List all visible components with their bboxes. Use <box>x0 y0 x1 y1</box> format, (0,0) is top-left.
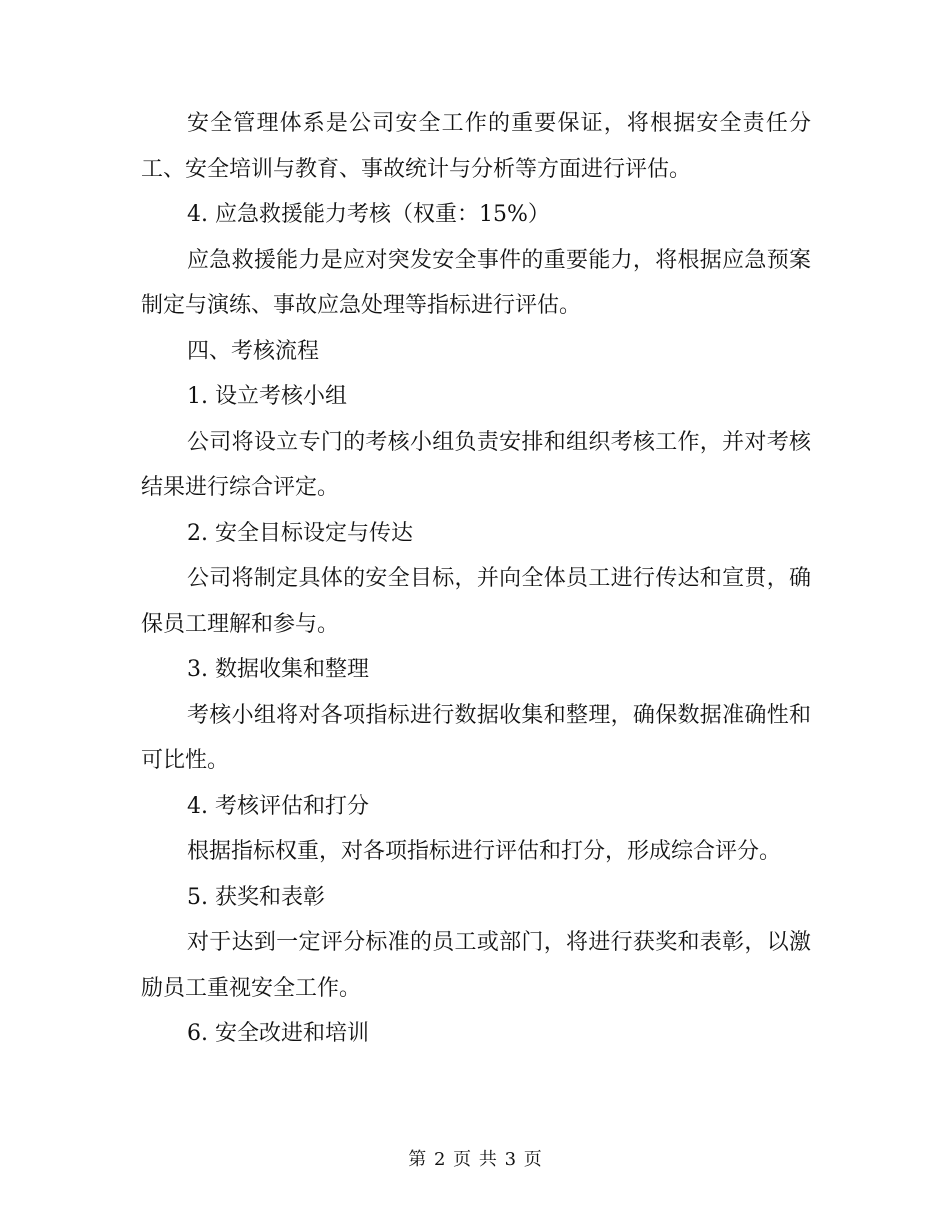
paragraph-safety-management: 安全管理体系是公司安全工作的重要保证，将根据安全责任分工、安全培训与教育、事故统计与分析等方面进行评估。 <box>141 111 811 182</box>
paragraph-step-5: 对于达到一定评分标准的员工或部门，将进行获奖和表彰，以激励员工重视安全工作。 <box>141 930 811 1001</box>
section-heading-process: 四、考核流程 <box>187 338 320 364</box>
paragraph-step-1: 公司将设立专门的考核小组负责安排和组织考核工作，并对考核结果进行综合评定。 <box>141 429 811 500</box>
paragraph-step-2: 公司将制定具体的安全目标，并向全体员工进行传达和宣贯，确保员工理解和参与。 <box>141 566 811 637</box>
heading-step-6: 6. 安全改进和培训 <box>187 1021 369 1046</box>
document-body <box>141 101 811 1057</box>
heading-step-3: 3. 数据收集和整理 <box>187 657 369 682</box>
heading-step-2: 2. 安全目标设定与传达 <box>187 520 413 546</box>
page-number-footer: 第 2 页 共 3 页 <box>408 1149 542 1170</box>
paragraph-step-4: 根据指标权重，对各项指标进行评估和打分，形成综合评分。 <box>187 839 782 864</box>
paragraph-emergency-rescue: 应急救援能力是应对突发安全事件的重要能力，将根据应急预案制定与演练、事故应急处理等指标进行评估。 <box>141 247 811 318</box>
heading-step-4: 4. 考核评估和打分 <box>187 793 369 819</box>
heading-emergency-rescue: 4. 应急救援能力考核（权重：15%） <box>187 202 550 227</box>
paragraph-step-3: 考核小组将对各项指标进行数据收集和整理，确保数据准确性和可比性。 <box>141 702 811 773</box>
heading-step-1: 1. 设立考核小组 <box>187 384 347 409</box>
heading-step-5: 5. 获奖和表彰 <box>187 884 325 910</box>
